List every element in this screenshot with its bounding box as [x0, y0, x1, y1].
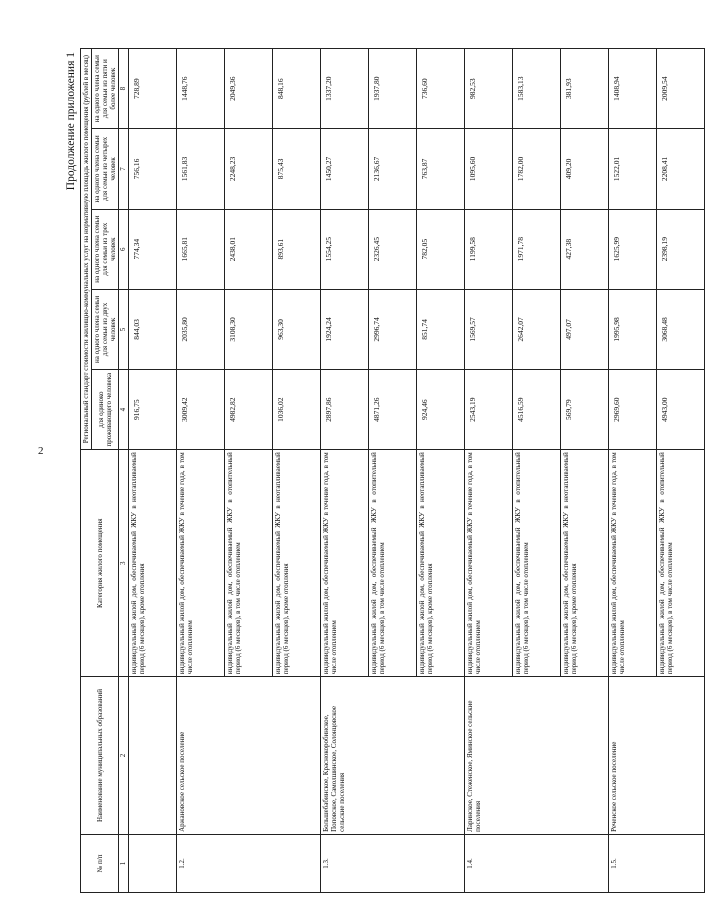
tariff-value: 2438,01: [225, 209, 273, 289]
housing-category: индивидуальный жилой дом, обеспечиваемый ЖКУ в неотапливаемый период (6 месяцев), кроме отопления: [417, 450, 465, 677]
housing-category: индивидуальный жилой дом, обеспечиваемый ЖКУ в течение года, в том числе отоплением: [177, 450, 225, 677]
tariff-value: 2897,86: [321, 370, 369, 450]
tariff-value: 2398,19: [657, 209, 705, 289]
tariff-value: 2543,19: [465, 370, 513, 450]
tariff-value: 3009,42: [177, 370, 225, 450]
tariff-value: 763,87: [417, 129, 465, 209]
tariff-value: 728,89: [129, 49, 177, 129]
tariff-value: 1036,02: [273, 370, 321, 450]
table-row: [465, 49, 513, 893]
row-number: 1.5.: [609, 834, 705, 892]
tariff-value: 497,07: [561, 289, 609, 369]
tariff-value: 1583,13: [513, 49, 561, 129]
tariff-value: 1924,24: [321, 289, 369, 369]
column-index-row: [119, 49, 129, 893]
tariff-value: 851,74: [417, 289, 465, 369]
tariff-value: 1665,81: [177, 209, 225, 289]
tariff-value: 4516,59: [513, 370, 561, 450]
tariff-value: 848,16: [273, 49, 321, 129]
tariff-value: 2969,60: [609, 370, 657, 450]
appendix-title: Продолжение приложения 1: [65, 52, 77, 191]
municipality-name: Большебабинское, Краснокоробинское, Поповское, Самолшинское, Солонцовское сельские поселения: [321, 677, 465, 835]
header-no: № п/п: [81, 834, 119, 892]
tariff-value: 1561,83: [177, 129, 225, 209]
tariff-value: 381,93: [561, 49, 609, 129]
tariff-value: 1522,01: [609, 129, 657, 209]
tariff-value: 4943,00: [657, 370, 705, 450]
tariff-value: 1448,76: [177, 49, 225, 129]
tariff-value: 2208,41: [657, 129, 705, 209]
header-municipality: Наименование муниципальных образований: [81, 677, 119, 835]
tariff-value: 2248,23: [225, 129, 273, 209]
page-number: 2: [38, 445, 44, 457]
tariff-table: [80, 48, 705, 893]
tariff-value: 2996,74: [369, 289, 417, 369]
tariff-value: 963,30: [273, 289, 321, 369]
tariff-value: 1199,58: [465, 209, 513, 289]
row-number: 1.2.: [177, 834, 321, 892]
table-row: [321, 49, 369, 893]
municipality-name: Аржановское сельское поселение: [177, 677, 321, 835]
tariff-value: 774,34: [129, 209, 177, 289]
municipality-name: [129, 677, 177, 835]
tariff-value: 844,03: [129, 289, 177, 369]
table-row: [609, 49, 657, 893]
table-row: [129, 49, 177, 893]
row-number: 1.4.: [465, 834, 609, 892]
index-cell: 2: [119, 677, 129, 835]
table-body: [129, 49, 705, 893]
row-number: [129, 834, 177, 892]
housing-category: индивидуальный жилой дом, обеспечиваемый ЖКУ в течение года, в том числе отоплением: [321, 450, 369, 677]
housing-category: индивидуальный жилой дом, обеспечиваемый ЖКУ в отопительный период (6 месяцев), в том числе отоплением: [657, 450, 705, 677]
header-family-2: на одного члена семьи для семьи из двух человек: [92, 289, 119, 369]
tariff-value: 916,75: [129, 370, 177, 450]
header-family-5: на одного члена семьи для семьи из пяти и более человек: [92, 49, 119, 129]
index-cell: 5: [119, 289, 129, 369]
tariff-value: 1995,98: [609, 289, 657, 369]
tariff-value: 2136,67: [369, 129, 417, 209]
index-cell: 7: [119, 129, 129, 209]
header-family-3: на одного члена семьи для семьи из трех человек: [92, 209, 119, 289]
tariff-value: 1450,27: [321, 129, 369, 209]
housing-category: индивидуальный жилой дом, обеспечиваемый ЖКУ в неотапливаемый период (6 месяцев), кроме отопления: [273, 450, 321, 677]
tariff-value: 2049,36: [225, 49, 273, 129]
tariff-value: 924,46: [417, 370, 465, 450]
index-cell: 3: [119, 450, 129, 677]
municipality-name: Реченское сельское поселение: [609, 677, 705, 835]
header-family-4: на одного члена семьи для семьи из четырех человек: [92, 129, 119, 209]
index-cell: 8: [119, 49, 129, 129]
tariff-value: 1937,80: [369, 49, 417, 129]
tariff-value: 875,43: [273, 129, 321, 209]
tariff-value: 1782,00: [513, 129, 561, 209]
header-category: Категория жилого помещения: [81, 450, 119, 677]
housing-category: индивидуальный жилой дом, обеспечиваемый ЖКУ в отопительный период (6 месяцев), в том числе отоплением: [225, 450, 273, 677]
housing-category: индивидуальный жилой дом, обеспечиваемый ЖКУ в отопительный период (6 месяцев), в том числе отоплением: [513, 450, 561, 677]
tariff-value: 3068,48: [657, 289, 705, 369]
housing-category: индивидуальный жилой дом, обеспечиваемый ЖКУ в неотапливаемый период (6 месяцев), кроме отопления: [561, 450, 609, 677]
tariff-value: 1095,60: [465, 129, 513, 209]
tariff-value: 569,79: [561, 370, 609, 450]
row-number: 1.3.: [321, 834, 465, 892]
housing-category: индивидуальный жилой дом, обеспечиваемый ЖКУ в течение года, в том числе отоплением: [609, 450, 657, 677]
header-single: для одиноко проживающего человека: [92, 370, 119, 450]
tariff-value: 736,60: [417, 49, 465, 129]
index-cell: 4: [119, 370, 129, 450]
tariff-value: 2642,07: [513, 289, 561, 369]
tariff-value: 1554,25: [321, 209, 369, 289]
tariff-value: 427,38: [561, 209, 609, 289]
tariff-value: 1569,57: [465, 289, 513, 369]
tariff-value: 409,20: [561, 129, 609, 209]
tariff-value: 893,61: [273, 209, 321, 289]
index-cell: 1: [119, 834, 129, 892]
housing-category: индивидуальный жилой дом, обеспечиваемый ЖКУ в течение года, в том числе отоплением: [465, 450, 513, 677]
tariff-value: 4871,26: [369, 370, 417, 450]
municipality-name: Ларинское, Стеженское, Яминское сельские поселения: [465, 677, 609, 835]
tariff-value: 2326,45: [369, 209, 417, 289]
tariff-value: 756,16: [129, 129, 177, 209]
tariff-value: 3108,30: [225, 289, 273, 369]
tariff-value: 982,53: [465, 49, 513, 129]
tariff-value: 782,05: [417, 209, 465, 289]
tariff-value: 1625,99: [609, 209, 657, 289]
header-standard: Региональный стандарт стоимости жилищно-коммунальных услуг на нормативную площадь жилого помещения (рублей в месяц): [81, 49, 92, 450]
index-cell: 6: [119, 209, 129, 289]
tariff-value: 1971,78: [513, 209, 561, 289]
housing-category: индивидуальный жилой дом, обеспечиваемый ЖКУ в отопительный период (6 месяцев), в том числе отоплением: [369, 450, 417, 677]
tariff-value: 1408,94: [609, 49, 657, 129]
housing-category: индивидуальный жилой дом, обеспечиваемый ЖКУ в неотапливаемый период (6 месяцев), кроме отопления: [129, 450, 177, 677]
rotated-page-content: [62, 48, 675, 893]
tariff-value: 1337,20: [321, 49, 369, 129]
table-row: [177, 49, 225, 893]
tariff-value: 4982,82: [225, 370, 273, 450]
tariff-value: 2035,80: [177, 289, 225, 369]
tariff-value: 2009,54: [657, 49, 705, 129]
